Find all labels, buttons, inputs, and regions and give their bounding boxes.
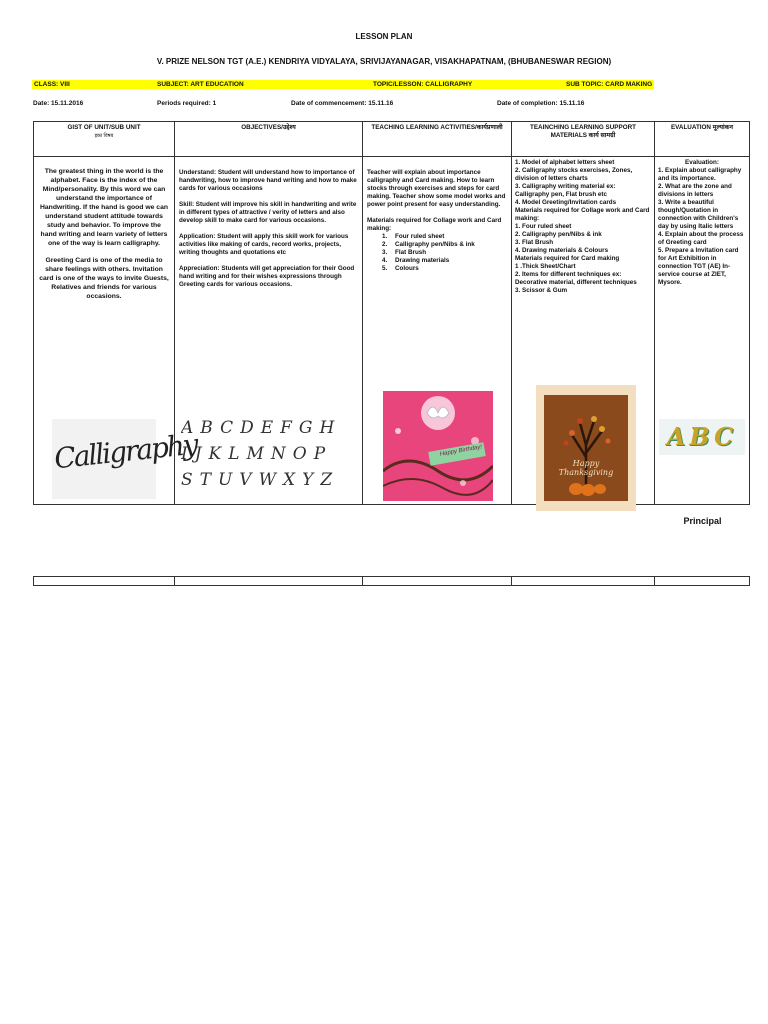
empty-cell [34,577,175,586]
subject-label: SUBJECT: ART EDUCATION [157,81,244,88]
list-item: 2. Calligraphy pen/Nibs & ink [389,241,507,249]
evaluation-heading: Evaluation: [685,159,719,166]
materials-cell [512,157,655,505]
lesson-plan-table [33,121,750,526]
sub-topic-label: SUB TOPIC: CARD MAKING [566,81,653,88]
evaluation-line: 5. Prepare a Invitation card for Art Exhibition in connection TGT (AE) In-service course at ZIET, Mysore. [658,247,739,286]
topic-label: TOPIC/LESSON: CALLIGRAPHY [373,81,473,88]
material-line: 1 .Thick Sheet/Chart [515,263,576,270]
principal-signature-label: Principal [683,516,722,526]
decorative-letters-image [659,419,745,455]
table-header-row [34,122,750,157]
evaluation-line: 2. What are the zone and divisions in letters [658,183,732,198]
material-line: 2. Calligraphy pen/Nibs & ink [515,231,602,238]
material-line: 1. Model of alphabet letters sheet [515,159,615,166]
evaluation-line: 3. Write a beautiful though/Quotation in connection with Children's day by using Italic letters [658,199,739,230]
material-line: 4. Model Greeting/Invitation cards [515,199,617,206]
materials-column-header: TEAINCHING LEARNING SUPPORT MATERIALS कार्य सामग्री [512,122,655,157]
evaluation-line: 4. Explain about the process of Greeting card [658,231,744,246]
objective-understand: Understand: Student will understand how to importance of handwriting, how to improve hand writing and how to make cards for various occasions [179,169,357,192]
material-line: 4. Drawing materials & Colours [515,247,609,254]
calligraphy-image-word: Calligraphy [52,427,199,476]
material-line: 3. Calligraphy writing material ex: Calligraphy pen, Flat brush etc [515,183,616,198]
empty-cell [363,577,512,586]
document-subtitle: V. PRIZE NELSON TGT (A.E.) KENDRIYA VIDYALAYA, SRIVIJAYANAGAR, VISAKHAPATNAM, (BHUBANESWAR REGION) [156,57,612,66]
activities-materials-list [367,233,507,273]
material-line: 1. Four ruled sheet [515,223,572,230]
gist-cell [34,157,199,505]
gist-hindi-label: इका विषय [94,133,114,139]
evaluation-column-header: EVALUATION मूल्यांकन [655,122,750,157]
objective-appreciation: Appreciation: Students will get appreciation for their Good hand writing and for their wishes expressions through Greeting cards for various occasions. [179,265,355,288]
list-item: 1. Four ruled sheet [389,233,507,241]
material-line: 3. Scissor & Gum [515,287,568,294]
gist-paragraph-1: The greatest thing in the world is the alphabet. Face is the index of the Mind/personality. By this word we can understand the importance of Handwriting. If the hand is good we can understand student attitude towards study and behavior. To improve the hand writing and learn variety of letters one of the way is learn calligraphy. [39,168,168,247]
list-item: 3. Flat Brush [389,249,507,257]
objectives-cell [175,157,363,505]
list-item: 5. Colours [389,265,507,273]
decorative-letters-text: ABC [666,422,738,451]
material-line: Materials required for Collage work and Card making: [515,207,650,222]
activities-column-header: TEACHING LEARNING ACTIVITIES/कार्यप्रणाली [363,122,512,157]
material-line: Materials required for Card making [515,255,620,262]
completion-label: Date of completion: 15.11.16 [497,100,585,107]
thanksgiving-card-text-2: Thanksgiving [558,468,614,477]
class-label: CLASS: VIII [34,81,70,88]
thanksgiving-card-text-1: Happy [572,459,600,468]
calligraphy-image [52,419,199,499]
empty-cell [175,577,363,586]
list-item: 4. Drawing materials [389,257,507,265]
alphabet-row-2: IJKLMNOP [181,444,333,464]
alphabet-row-1: ABCDEFGH [181,418,342,438]
empty-cell [655,577,750,586]
gist-column-header: GIST OF UNIT/SUB UNIT इका विषय [34,122,175,157]
activities-materials-heading: Materials required for Collage work and Card making: [367,217,502,232]
table-body-row [34,157,750,505]
alphabet-row-3: STUVWXYZ [181,470,340,490]
empty-table-row [33,576,750,586]
thanksgiving-card-image [536,385,636,511]
activities-cell [363,157,512,505]
evaluation-line: 1. Explain about calligraphy and its importance. [658,167,742,182]
gist-paragraph-2: Greeting Card is one of the media to share feelings with others. Invitation card is one of the ways to invite Guests, Relatives and friends for various occasions. [39,257,169,300]
periods-label: Periods required: 1 [157,100,217,107]
date-label: Date: 15.11.2016 [33,100,84,107]
info-highlight-bar [32,80,654,89]
document-title: LESSON PLAN [355,32,413,41]
evaluation-cell [655,157,750,526]
objectives-column-header: OBJECTIVES/उद्देश्य [175,122,363,157]
empty-cell [512,577,655,586]
material-line: 3. Flat Brush [515,239,554,246]
activities-intro: Teacher will explain about importance calligraphy and Card making. How to learn stocks through exercises and steps for card making. Teacher show some model works and power point present for easy understanding. [367,169,506,208]
material-line: 2. Calligraphy stocks exercises, Zones, division of letters charts [515,167,633,182]
commencement-label: Date of commencement: 15.11.16 [291,100,394,107]
objective-application: Application: Student will apply this skill work for various activities like making of cards, record works, projects, writing thoughts and quotations etc [179,233,349,256]
objective-skill: Skill: Student will improve his skill in handwriting and write in different types of attractive / verity of letters and also develop skill to make card for various occasions. [179,201,357,224]
alphabet-chart-image [181,415,361,495]
birthday-card-image [383,391,493,501]
birthday-card-text: Happy Birthday! [439,444,483,458]
material-line: 2. Items for different techniques ex: Decorative material, different techniques [515,271,637,286]
tree-illustration [544,395,628,501]
